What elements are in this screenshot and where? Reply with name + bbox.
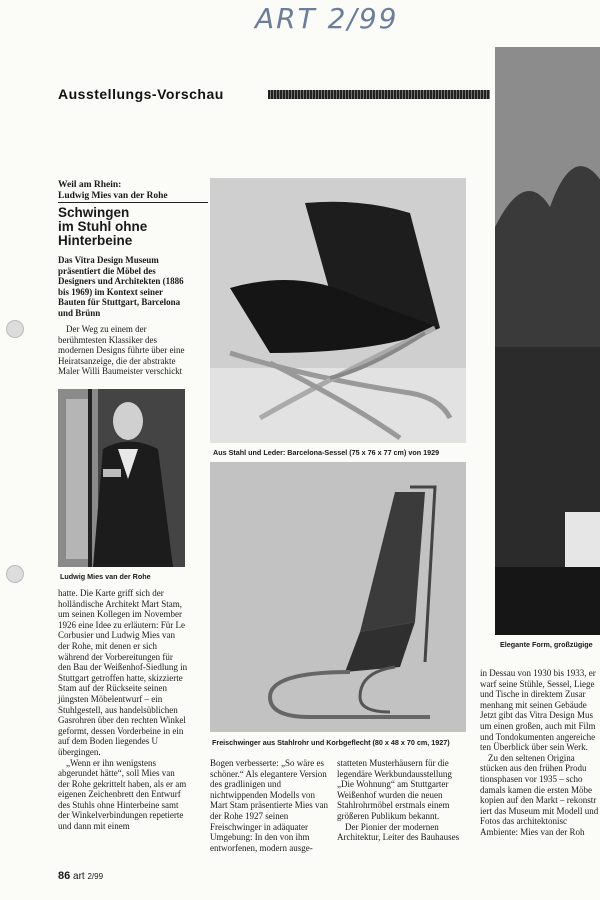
headline-line: im Stuhl ohne	[58, 219, 148, 234]
paragraph: Zu den seltenen Origina stücken aus den frühen Produ tionsphasen vor 1935 – scho damals kamen die ersten Möbe kopien auf den Markt – rekonstr iert das Museum mit Modell und Fotos das architektonisc Ambiente: Mies van der Roh	[480, 752, 599, 837]
freischwinger-photo	[210, 462, 466, 732]
kicker-location: Weil am Rhein:	[58, 180, 122, 190]
punch-hole	[6, 320, 24, 338]
kicker-subject: Ludwig Mies van der Rohe	[58, 191, 168, 201]
headline-line: Hinterbeine	[58, 233, 133, 248]
page-number: 86	[58, 870, 71, 882]
punch-hole	[6, 565, 24, 583]
barcelona-chair-photo	[210, 178, 466, 443]
article-headline	[58, 206, 208, 248]
magazine-name: art	[73, 871, 85, 882]
barcelona-chair-image	[210, 178, 466, 443]
intro-text	[58, 324, 188, 377]
building-caption: Elegante Form, großzügige	[500, 640, 593, 649]
handwritten-note: ART 2/99	[255, 2, 399, 35]
page-footer	[58, 870, 103, 882]
section-title: Ausstellungs-Vorschau	[58, 86, 224, 102]
body-column-3	[337, 758, 467, 843]
barcelona-caption: Aus Stahl und Leder: Barcelona-Sessel (75 x 76 x 77 cm) von 1929	[213, 448, 440, 457]
paragraph: Bogen verbesserte: „So wäre es schöner.“ Als elegantere Version des gradlinigen und nichtwippenden Modells von Mart Stam präsentierte Mies van der Rohe 1927 seinen Freischwinger in adäquater Umgebung: In den von ihm entworfenen, modern ausge-	[210, 758, 328, 853]
body-column-1	[58, 588, 188, 832]
article-lead: Das Vitra Design Museum präsentiert die Möbel des Designers und Architekten (1886 bis 1969) im Kontext seiner Bauten für Stuttgart, Barcelona und Brünn	[58, 255, 184, 318]
portrait-photo	[58, 389, 185, 567]
paragraph: „Wenn er ihn wenigstens abgerundet hätte“, soll Mies van der Rohe gekrittelt haben, als er am eigenen Zeichenbrett den Entwurf des Stuhls ohne Hinterbeine samt der Winkelverbindungen repetierte und dann mit einem	[58, 757, 187, 832]
section-header	[58, 86, 488, 104]
article-kicker	[58, 180, 208, 202]
body-column-4	[480, 668, 600, 868]
portrait-caption: Ludwig Mies van der Rohe	[60, 572, 151, 581]
freischwinger-caption: Freischwinger aus Stahlrohr und Korbgeflecht (80 x 48 x 70 cm, 1927)	[212, 738, 450, 747]
paragraph: Der Pionier der modernen Architektur, Leiter des Bauhauses	[337, 821, 460, 843]
building-photo	[495, 47, 600, 635]
paragraph: hatte. Die Karte griff sich der holländische Architekt Mart Stam, um seinen Kollegen im November 1926 eine Idee zu erläutern: Für Le Corbusier und Ludwig Mies van der Rohe, mit denen er sich während der Vorbereitungen für den Bau der Weißenhof-Siedlung in Stuttgart getroffen hatte, skizzierte Stam auf der Rückseite seinen jüngsten Möbelentwurf – ein Stuhlgestell, aus handelsüblichen Gasrohren über den rechten Winkel geformt, dessen Vorderbeine in ein auf dem Boden liegendes U übergingen.	[58, 588, 188, 757]
section-rule	[268, 90, 490, 99]
issue-number: 2/99	[87, 872, 104, 881]
intro-paragraph: Der Weg zu einem der berühmtesten Klassiker des modernen Designs führte über eine Heiratsanzeige, die der abstrakte Maler Willi Baumeister verschickt	[58, 324, 185, 377]
kicker-divider	[58, 202, 208, 203]
body-column-2	[210, 758, 328, 853]
paragraph: in Dessau von 1930 bis 1933, er warf seine Stühle, Sessel, Liege und Tische in direktem Zusar menhang mit seinen Gebäude Jetzt gibt das Vitra Design Mus um einen großen, auch mit Film und Tondokumenten angereiche ten Überblick über sein Werk.	[480, 668, 596, 753]
headline-line: Schwingen	[58, 205, 130, 220]
paragraph: statteten Musterhäusern für die legendäre Werkbundausstellung „Die Wohnung“ am Stuttgarter Weißenhof wurden die neuen Stahlrohrmöbel erstmals einem größeren Publikum bekannt.	[337, 758, 452, 821]
freischwinger-image	[210, 462, 466, 732]
portrait-image	[58, 389, 185, 567]
building-image	[495, 47, 600, 635]
